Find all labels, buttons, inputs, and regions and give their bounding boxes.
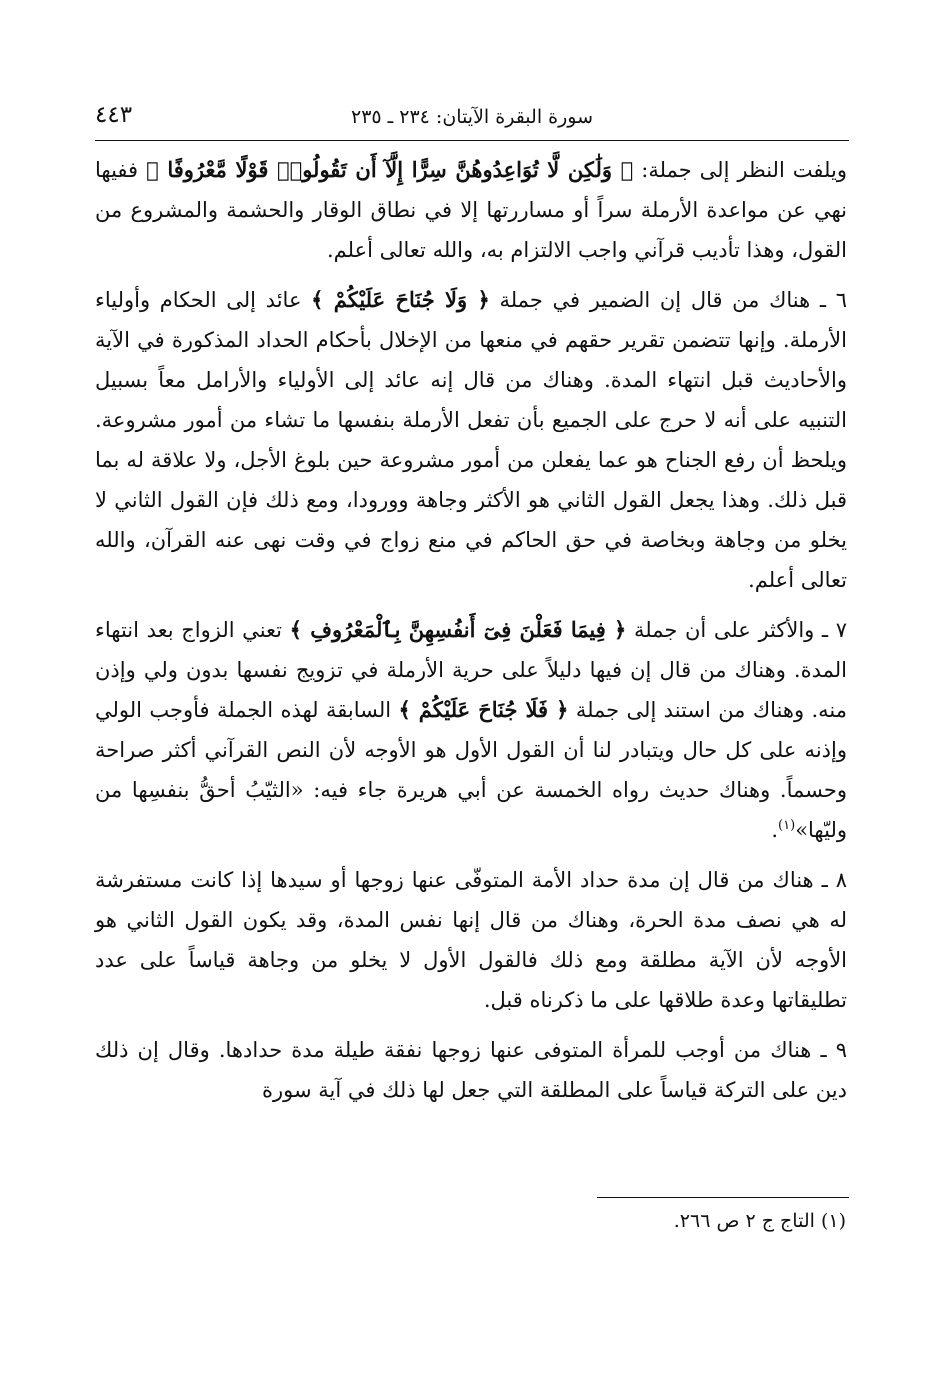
paragraph-text: تعني الزواج بعد انتهاء المدة. وهناك من قال إن فيها دليلاً على حرية الأرملة في تزويج نفسها بدون ولي وإذن منه. وهناك من استند إلى جملة — [95, 618, 847, 722]
page-number: ٤٤٣ — [95, 102, 133, 128]
paragraph-text: عائد إلى الحكام وأولياء الأرملة. وإنها تتضمن تقرير حقهم في منعها من الإخلال بأحكام الحداد المذكورة في الآية والأحاديث قبل انتهاء المدة. وهناك من قال إنه عائد إلى الأولياء والأرامل معاً بسبيل التنبيه على أنه لا حرج على الجميع بأن تفعل الأرملة بنفسها ما تشاء من أمور مشروعة. ويلحظ أن رفع الجناح هو عما يفعلن من أمور مشروعة حين بلوغ الأجل، ولا علاقة له بما قبل ذلك. وهذا يجعل القول الثاني هو الأكثر وجاهة وورودا، ومع ذلك فإن القول الثاني لا يخلو من وجاهة وبخاصة في حق الحاكم في منع زواج في وقت نهى عنه القرآن، والله تعالى أعلم. — [95, 288, 847, 592]
quran-quote: ﴿ وَلَٰكِن لَّا تُوَاعِدُوهُنَّ سِرًّا إِلَّآ أَن تَقُولُوا۟ قَوْلًا مَّعْرُوفًا ﴾ — [146, 157, 634, 182]
header-title: سورة البقرة الآيتان: ٢٣٤ ـ ٢٣٥ — [350, 106, 594, 128]
paragraph — [95, 280, 847, 600]
quran-quote: ﴿ فِيمَا فَعَلْنَ فِىٓ أَنفُسِهِنَّ بِٱلْمَعْرُوفِ ﴾ — [289, 617, 627, 642]
footnote-divider — [597, 1197, 849, 1198]
paragraph — [95, 150, 847, 270]
paragraph — [95, 610, 847, 850]
paragraph — [95, 860, 847, 1020]
quran-quote: ﴿ وَلَا جُنَاحَ عَلَيْكُمْ ﴾ — [311, 287, 490, 312]
paragraph-text: . — [771, 818, 779, 842]
paragraph-text: ٧ ـ والأكثر على أن جملة — [626, 618, 847, 642]
footnote: (١) التاج ج ٢ ص ٢٦٦. — [673, 1210, 846, 1232]
paragraph-text: ويلفت النظر إلى جملة: — [633, 158, 847, 182]
paragraph-text: ففيها نهي عن مواعدة الأرملة سراً أو مساررتها إلا في نطاق الوقار والحشمة والمشروع من القول، وهذا تأديب قرآني واجب الالتزام به، والله تعالى أعلم. — [95, 158, 847, 262]
main-text — [95, 150, 847, 1120]
paragraph-text: ٨ ـ هناك من قال إن مدة حداد الأمة المتوفّى عنها زوجها أو سيدها إذا كانت مستفرشة له هي نصف مدة الحرة، وهناك من قال إنها نفس المدة، وقد يكون القول الثاني هو الأوجه لأن الآية مطلقة ومع ذلك فالقول الأول لا يخلو من وجاهة قياساً على عدد تطليقاتها وعدة طلاقها على ما ذكرناه قبل. — [95, 868, 847, 1012]
paragraph — [95, 1030, 847, 1110]
footnote-reference: (١) — [778, 818, 796, 833]
paragraph-text: السابقة لهذه الجملة فأوجب الولي وإذنه على كل حال ويتبادر لنا أن القول الأول هو الأوجه لأن النص القرآني أكثر صراحة وحسماً. وهناك حديث رواه الخمسة عن أبي هريرة جاء فيه: «الثيّبُ أحقُّ بنفسِها من وليّها» — [95, 698, 847, 842]
paragraph-text: ٩ ـ هناك من أوجب للمرأة المتوفى عنها زوجها نفقة طيلة مدة حدادها. وقال إن ذلك دين على التركة قياساً على المطلقة التي جعل لها ذلك في آية سورة — [95, 1038, 847, 1102]
running-header — [95, 100, 849, 141]
quran-quote: ﴿ فَلَا جُنَاحَ عَلَيْكُمْ ﴾ — [398, 697, 569, 722]
paragraph-text: ٦ ـ هناك من قال إن الضمير في جملة — [489, 288, 847, 312]
